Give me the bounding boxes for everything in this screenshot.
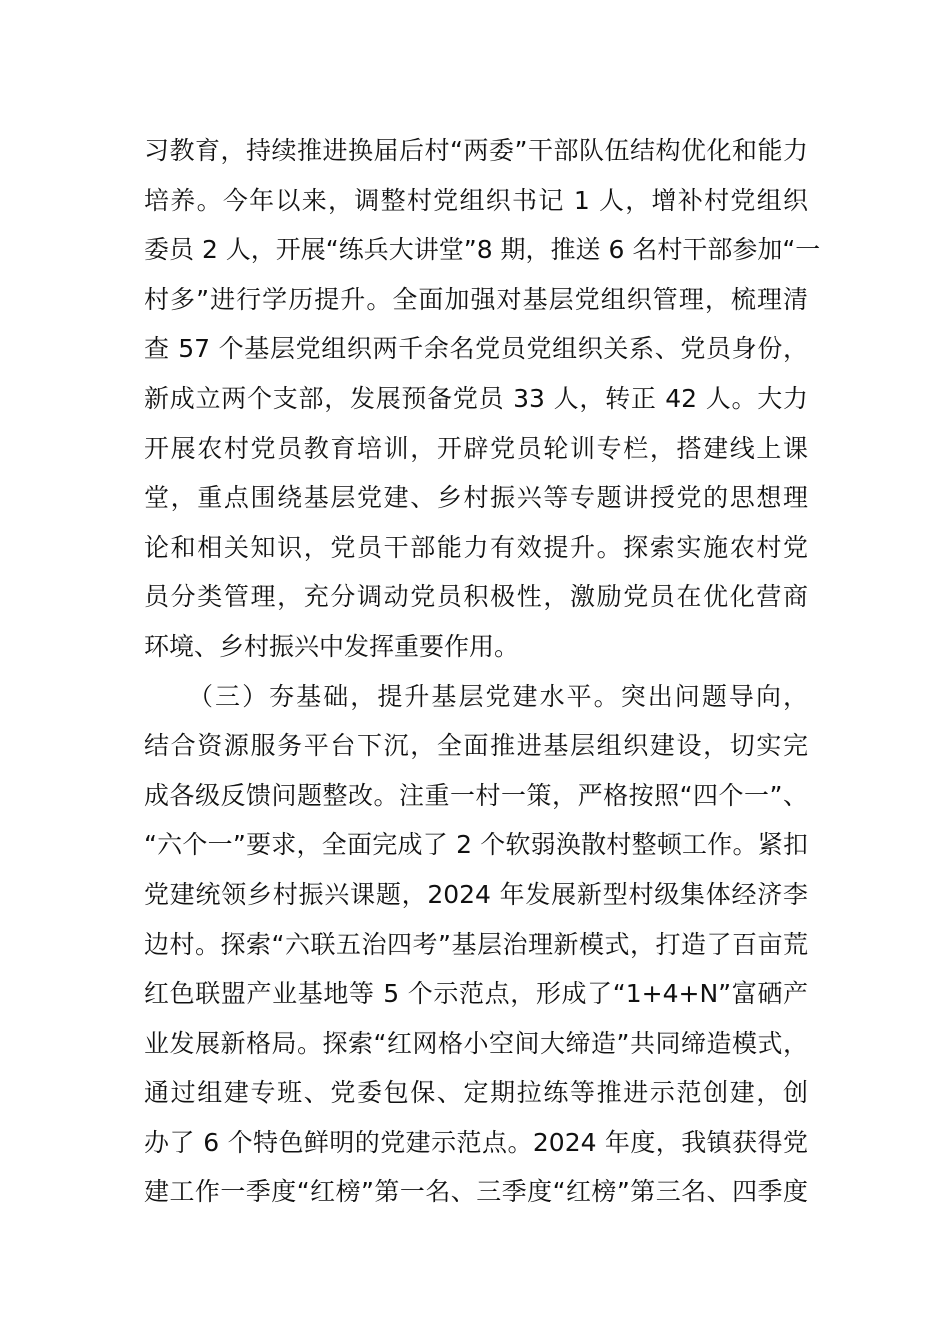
text-line: 成各级反馈问题整改。注重一村一策，严格按照“四个一”、 (144, 780, 808, 810)
text-line: 开展农村党员教育培训，开辟党员轮训专栏，搭建线上课 (144, 433, 808, 463)
section-heading-line: （三）夯基础，提升基层党建水平。突出问题导向， (188, 681, 808, 711)
text-line: 环境、乡村振兴中发挥重要作用。 (144, 631, 520, 661)
text-line: 通过组建专班、党委包保、定期拉练等推进示范创建，创 (144, 1078, 808, 1108)
text-line: 习教育，持续推进换届后村“两委”干部队伍结构优化和能力 (144, 136, 808, 165)
text-line: 新成立两个支部，发展预备党员 33 人，转正 42 人。大力 (144, 383, 808, 413)
text-line: 业发展新格局。探索“红网格小空间大缔造”共同缔造模式， (144, 1028, 808, 1058)
body-text (144, 126, 821, 1217)
text-line: 员分类管理，充分调动党员积极性，激励党员在优化营商 (144, 582, 808, 612)
text-line: 建工作一季度“红榜”第一名、三季度“红榜”第三名、四季度 (144, 1177, 808, 1207)
text-line: 村多”进行学历提升。全面加强对基层党组织管理，梳理清 (144, 284, 808, 314)
text-line: 红色联盟产业基地等 5 个示范点，形成了“1+4+N”富硒产 (144, 979, 808, 1009)
text-line: 委员 2 人，开展“练兵大讲堂”8 期，推送 6 名村干部参加“一 (144, 235, 821, 265)
text-line: 边村。探索“六联五治四考”基层治理新模式，打造了百亩荒 (144, 929, 808, 959)
text-line: 查 57 个基层党组织两千余名党员党组织关系、党员身份， (144, 334, 808, 364)
text-line: 堂，重点围绕基层党建、乡村振兴等专题讲授党的思想理 (144, 483, 808, 513)
text-line: 党建统领乡村振兴课题，2024 年发展新型村级集体经济李 (144, 879, 808, 909)
text-line: 结合资源服务平台下沉，全面推进基层组织建设，切实完 (144, 731, 808, 761)
text-line: 培养。今年以来，调整村党组织书记 1 人，增补村党组织 (144, 185, 808, 215)
text-line: 办了 6 个特色鲜明的党建示范点。2024 年度，我镇获得党 (144, 1127, 808, 1157)
text-line: “六个一”要求，全面完成了 2 个软弱涣散村整顿工作。紧扣 (144, 830, 808, 860)
text-line: 论和相关知识，党员干部能力有效提升。探索实施农村党 (144, 532, 808, 562)
